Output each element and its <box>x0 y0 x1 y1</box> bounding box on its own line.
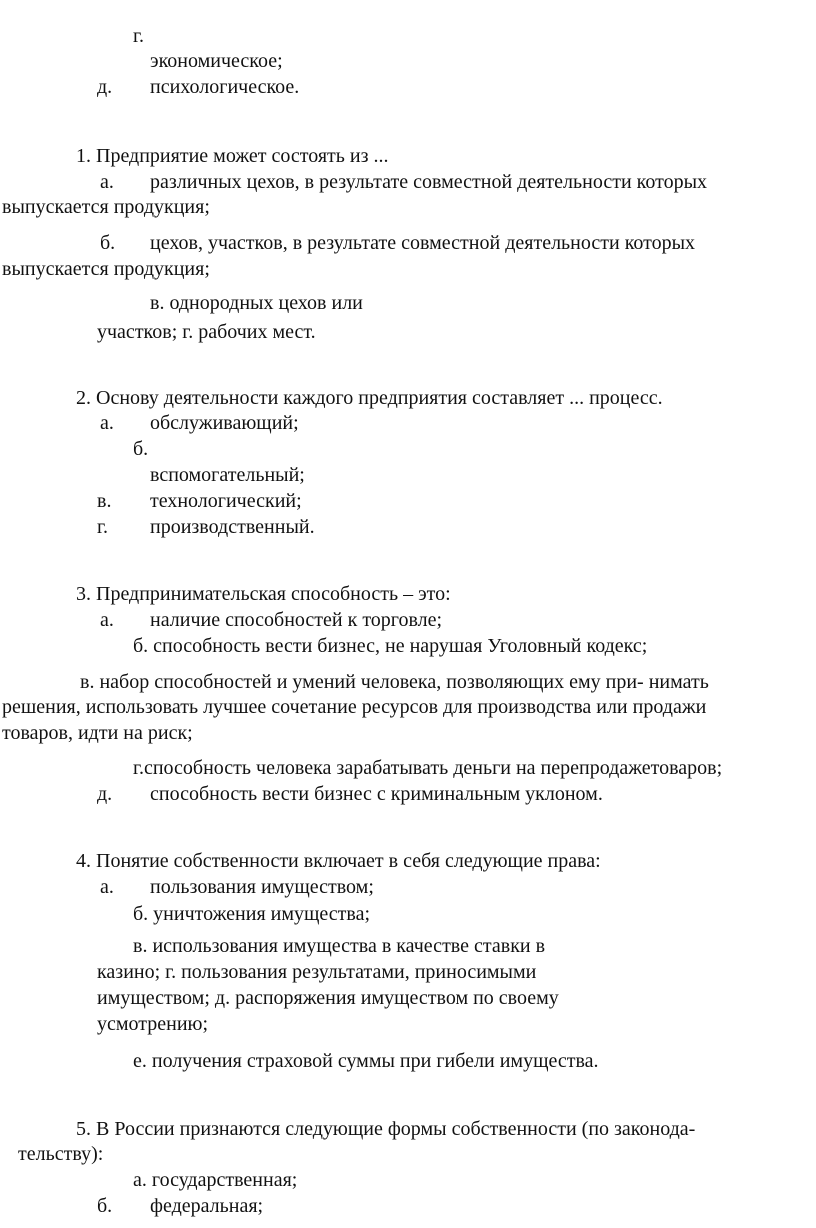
text-line: 3. Предпринимательская способность – это: <box>76 583 451 605</box>
text-line: выпускается продукция; <box>2 196 210 218</box>
text-line: 1. Предприятие может состоять из ... <box>76 145 389 167</box>
text-line: в. <box>97 490 112 512</box>
text-line: экономическое; <box>150 50 283 72</box>
text-line: технологический; <box>150 490 302 512</box>
text-line: в. однородных цехов или <box>150 292 363 314</box>
text-line: в. набор способностей и умений человека, позволяющих ему при- нимать <box>80 671 709 693</box>
text-line: г. <box>133 25 144 47</box>
text-line: б. <box>100 232 116 254</box>
text-line: б. <box>97 1195 113 1217</box>
text-line: г. <box>97 516 108 538</box>
text-line: д. <box>97 76 113 98</box>
text-line: а. государственная; <box>133 1169 298 1191</box>
text-line: е. получения страховой суммы при гибели имущества. <box>133 1050 599 1072</box>
text-line: а. <box>100 876 114 898</box>
text-line: участков; г. рабочих мест. <box>97 321 316 343</box>
text-line: решения, использовать лучшее сочетание ресурсов для производства или продажи <box>2 696 707 718</box>
text-line: а. <box>100 412 114 434</box>
text-line: федеральная; <box>150 1195 264 1217</box>
text-line: имуществом; д. распоряжения имуществом по своему <box>97 987 559 1009</box>
text-line: наличие способностей к торговле; <box>150 609 443 631</box>
text-line: тельству): <box>18 1143 104 1165</box>
text-line: психологическое. <box>150 76 300 98</box>
text-line: а. <box>100 171 114 193</box>
text-line: 5. В России признаются следующие формы собственности (по законода- <box>76 1118 696 1140</box>
text-line: товаров, идти на риск; <box>2 722 193 744</box>
text-line: производственный. <box>150 516 315 538</box>
text-line: б. <box>133 438 149 460</box>
text-line: в. использования имущества в качестве ставки в <box>133 935 546 957</box>
text-line: вспомогательный; <box>150 464 305 486</box>
text-line: г.способность человека зарабатывать деньги на перепродажетоваров; <box>133 757 723 779</box>
text-line: способность вести бизнес с криминальным уклоном. <box>150 783 603 805</box>
text-line: выпускается продукция; <box>2 258 210 280</box>
text-line: 4. Понятие собственности включает в себя следующие права: <box>76 850 601 872</box>
text-line: 2. Основу деятельности каждого предприятия составляет ... процесс. <box>76 387 663 409</box>
text-line: усмотрению; <box>97 1013 209 1035</box>
text-line: пользования имуществом; <box>150 876 374 898</box>
text-line: цехов, участков, в результате совместной деятельности которых <box>150 232 696 254</box>
text-line: д. <box>97 783 113 805</box>
text-line: б. способность вести бизнес, не нарушая Уголовный кодекс; <box>133 635 648 657</box>
text-line: различных цехов, в результате совместной деятельности которых <box>150 171 708 193</box>
text-line: обслуживающий; <box>150 412 299 434</box>
text-line: казино; г. пользования результатами, приносимыми <box>97 961 537 983</box>
text-line: б. уничтожения имущества; <box>133 903 371 925</box>
text-line: а. <box>100 609 114 631</box>
